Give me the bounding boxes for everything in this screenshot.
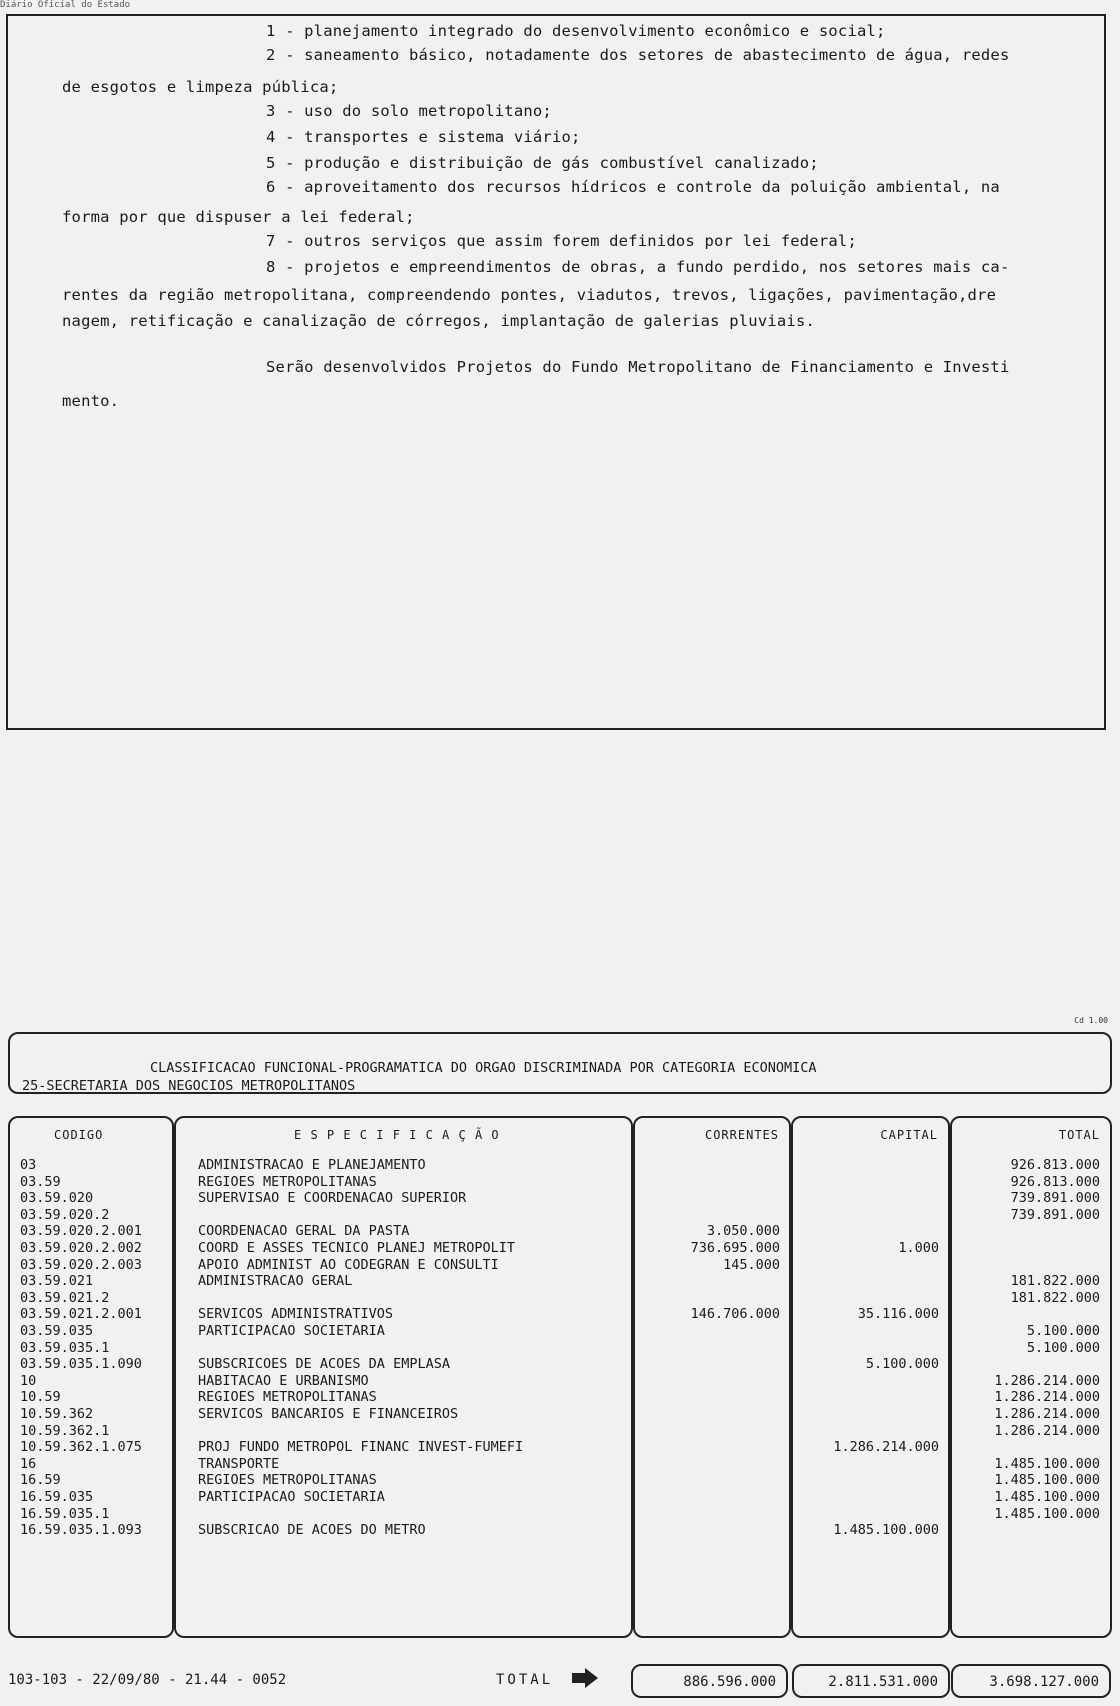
page-mark: Cd 1.00: [1074, 1016, 1108, 1025]
text-line-4: 3 - uso do solo metropolitano;: [266, 102, 552, 120]
table-subtitle: 25-SECRETARIA DOS NEGOCIOS METROPOLITANOS: [22, 1078, 356, 1094]
table-row: [0, 1506, 1120, 1522]
row-total: 1.485.100.000: [994, 1456, 1100, 1472]
table-row: [0, 1207, 1120, 1223]
table-title: CLASSIFICACAO FUNCIONAL-PROGRAMATICA DO ORGAO DISCRIMINADA POR CATEGORIA ECONOMICA: [150, 1060, 817, 1076]
header-capital: CAPITAL: [880, 1128, 938, 1142]
header-codigo: CODIGO: [54, 1128, 104, 1142]
row-spec: ADMINISTRACAO E PLANEJAMENTO: [198, 1157, 426, 1173]
text-line-10: 8 - projetos e empreendimentos de obras, a fundo perdido, nos setores mais ca-: [266, 258, 1010, 276]
total-total: 3.698.127.000: [989, 1674, 1099, 1690]
row-spec: SUBSCRICOES DE ACOES DA EMPLASA: [198, 1356, 450, 1372]
row-code: 03.59.020.2: [20, 1207, 110, 1223]
table-row: [0, 1489, 1120, 1505]
table-row: [0, 1273, 1120, 1289]
table-row: [0, 1389, 1120, 1405]
row-spec: PARTICIPACAO SOCIETARIA: [198, 1489, 385, 1505]
row-spec: REGIOES METROPOLITANAS: [198, 1472, 377, 1488]
row-total: 926.813.000: [1010, 1174, 1100, 1190]
row-code: 03.59.020.2.001: [20, 1223, 142, 1239]
table-row: [0, 1257, 1120, 1273]
footer-id: 103-103 - 22/09/80 - 21.44 - 0052: [8, 1672, 287, 1688]
total-correntes-box: [631, 1664, 788, 1698]
total-capital: 2.811.531.000: [828, 1674, 938, 1690]
table-row: [0, 1323, 1120, 1339]
text-line-2: 2 - saneamento básico, notadamente dos setores de abastecimento de água, redes: [266, 46, 1010, 64]
text-line-6: 5 - produção e distribuição de gás combustível canalizado;: [266, 154, 819, 172]
row-correntes: 146.706.000: [690, 1306, 780, 1322]
row-code: 10.59: [20, 1389, 61, 1405]
row-correntes: 736.695.000: [690, 1240, 780, 1256]
row-total: 1.286.214.000: [994, 1389, 1100, 1405]
table-row: [0, 1223, 1120, 1239]
total-correntes: 886.596.000: [683, 1674, 776, 1690]
row-spec: REGIOES METROPOLITANAS: [198, 1389, 377, 1405]
text-line-11: rentes da região metropolitana, compreendendo pontes, viadutos, trevos, ligações, pavimentação,dre: [62, 286, 997, 304]
arrow-right-icon: [570, 1666, 600, 1690]
row-correntes: 3.050.000: [706, 1223, 780, 1239]
row-spec: COORD E ASSES TECNICO PLANEJ METROPOLIT: [198, 1240, 515, 1256]
table-row: [0, 1373, 1120, 1389]
table-row: [0, 1456, 1120, 1472]
header-strip: Diário Oficial do Estado: [0, 0, 131, 10]
row-code: 16.59.035.1: [20, 1506, 110, 1522]
row-total: 1.286.214.000: [994, 1373, 1100, 1389]
row-code: 03: [20, 1157, 37, 1173]
row-spec: ADMINISTRACAO GERAL: [198, 1273, 353, 1289]
row-total: 1.485.100.000: [994, 1506, 1100, 1522]
table-row: [0, 1356, 1120, 1372]
table-row: [0, 1472, 1120, 1488]
table-row: [0, 1439, 1120, 1455]
table-row: [0, 1306, 1120, 1322]
text-line-3: de esgotos e limpeza pública;: [62, 78, 339, 96]
table-row: [0, 1240, 1120, 1256]
row-code: 03.59.021.2: [20, 1290, 110, 1306]
row-capital: 1.485.100.000: [833, 1522, 939, 1538]
row-code: 10.59.362.1: [20, 1423, 110, 1439]
text-line-1: 1 - planejamento integrado do desenvolvimento econômico e social;: [266, 22, 886, 40]
row-spec: SERVICOS ADMINISTRATIVOS: [198, 1306, 394, 1322]
row-total: 1.286.214.000: [994, 1423, 1100, 1439]
text-section: [6, 14, 1106, 730]
table-row: [0, 1406, 1120, 1422]
row-capital: 1.000: [898, 1240, 939, 1256]
row-spec: REGIOES METROPOLITANAS: [198, 1174, 377, 1190]
row-total: 181.822.000: [1010, 1290, 1100, 1306]
row-code: 03.59.020: [20, 1190, 94, 1206]
row-code: 16.59: [20, 1472, 61, 1488]
row-total: 5.100.000: [1026, 1340, 1100, 1356]
row-code: 03.59.035.1: [20, 1340, 110, 1356]
row-total: 926.813.000: [1010, 1157, 1100, 1173]
row-code: 16.59.035: [20, 1489, 94, 1505]
row-capital: 35.116.000: [857, 1306, 939, 1322]
row-spec: SUBSCRICAO DE ACOES DO METRO: [198, 1522, 426, 1538]
row-total: 5.100.000: [1026, 1323, 1100, 1339]
row-code: 10: [20, 1373, 37, 1389]
total-label: TOTAL: [496, 1672, 554, 1688]
header-especificacao: E S P E C I F I C A Ç Ã O: [294, 1128, 500, 1142]
text-line-13: Serão desenvolvidos Projetos do Fundo Metropolitano de Financiamento e Investi: [266, 358, 1010, 376]
row-code: 03.59.021: [20, 1273, 94, 1289]
table-title-box: [8, 1032, 1112, 1094]
row-code: 03.59.021.2.001: [20, 1306, 142, 1322]
total-total-box: [951, 1664, 1111, 1698]
row-total: 181.822.000: [1010, 1273, 1100, 1289]
table-row: [0, 1190, 1120, 1206]
row-code: 03.59.020.2.003: [20, 1257, 142, 1273]
row-total: 739.891.000: [1010, 1207, 1100, 1223]
row-spec: SERVICOS BANCARIOS E FINANCEIROS: [198, 1406, 459, 1422]
text-line-7: 6 - aproveitamento dos recursos hídricos e controle da poluição ambiental, na: [266, 178, 1000, 196]
table-row: [0, 1522, 1120, 1538]
row-code: 03.59: [20, 1174, 61, 1190]
row-total: 739.891.000: [1010, 1190, 1100, 1206]
table-row: [0, 1423, 1120, 1439]
row-capital: 1.286.214.000: [833, 1439, 939, 1455]
row-spec: PARTICIPACAO SOCIETARIA: [198, 1323, 385, 1339]
row-code: 03.59.035: [20, 1323, 94, 1339]
row-capital: 5.100.000: [865, 1356, 939, 1372]
row-total: 1.485.100.000: [994, 1472, 1100, 1488]
row-spec: PROJ FUNDO METROPOL FINANC INVEST-FUMEFI: [198, 1439, 524, 1455]
table-row: [0, 1340, 1120, 1356]
text-line-8: forma por que dispuser a lei federal;: [62, 208, 415, 226]
row-total: 1.286.214.000: [994, 1406, 1100, 1422]
row-code: 16.59.035.1.093: [20, 1522, 142, 1538]
header-total: TOTAL: [1058, 1128, 1100, 1142]
row-correntes: 145.000: [723, 1257, 780, 1273]
row-code: 03.59.035.1.090: [20, 1356, 142, 1372]
text-line-9: 7 - outros serviços que assim forem definidos por lei federal;: [266, 232, 857, 250]
table-row: [0, 1157, 1120, 1173]
row-total: 1.485.100.000: [994, 1489, 1100, 1505]
row-spec: COORDENACAO GERAL DA PASTA: [198, 1223, 410, 1239]
total-capital-box: [792, 1664, 950, 1698]
text-line-14: mento.: [62, 392, 120, 410]
row-spec: HABITACAO E URBANISMO: [198, 1373, 369, 1389]
row-spec: SUPERVISAO E COORDENACAO SUPERIOR: [198, 1190, 467, 1206]
row-code: 16: [20, 1456, 37, 1472]
table-row: [0, 1174, 1120, 1190]
row-code: 03.59.020.2.002: [20, 1240, 142, 1256]
row-spec: TRANSPORTE: [198, 1456, 280, 1472]
text-line-12: nagem, retificação e canalização de córregos, implantação de galerias pluviais.: [62, 312, 816, 330]
table-row: [0, 1290, 1120, 1306]
text-line-5: 4 - transportes e sistema viário;: [266, 128, 581, 146]
row-code: 10.59.362.1.075: [20, 1439, 142, 1455]
row-spec: APOIO ADMINIST AO CODEGRAN E CONSULTI: [198, 1257, 499, 1273]
header-correntes: CORRENTES: [704, 1128, 779, 1142]
row-code: 10.59.362: [20, 1406, 94, 1422]
